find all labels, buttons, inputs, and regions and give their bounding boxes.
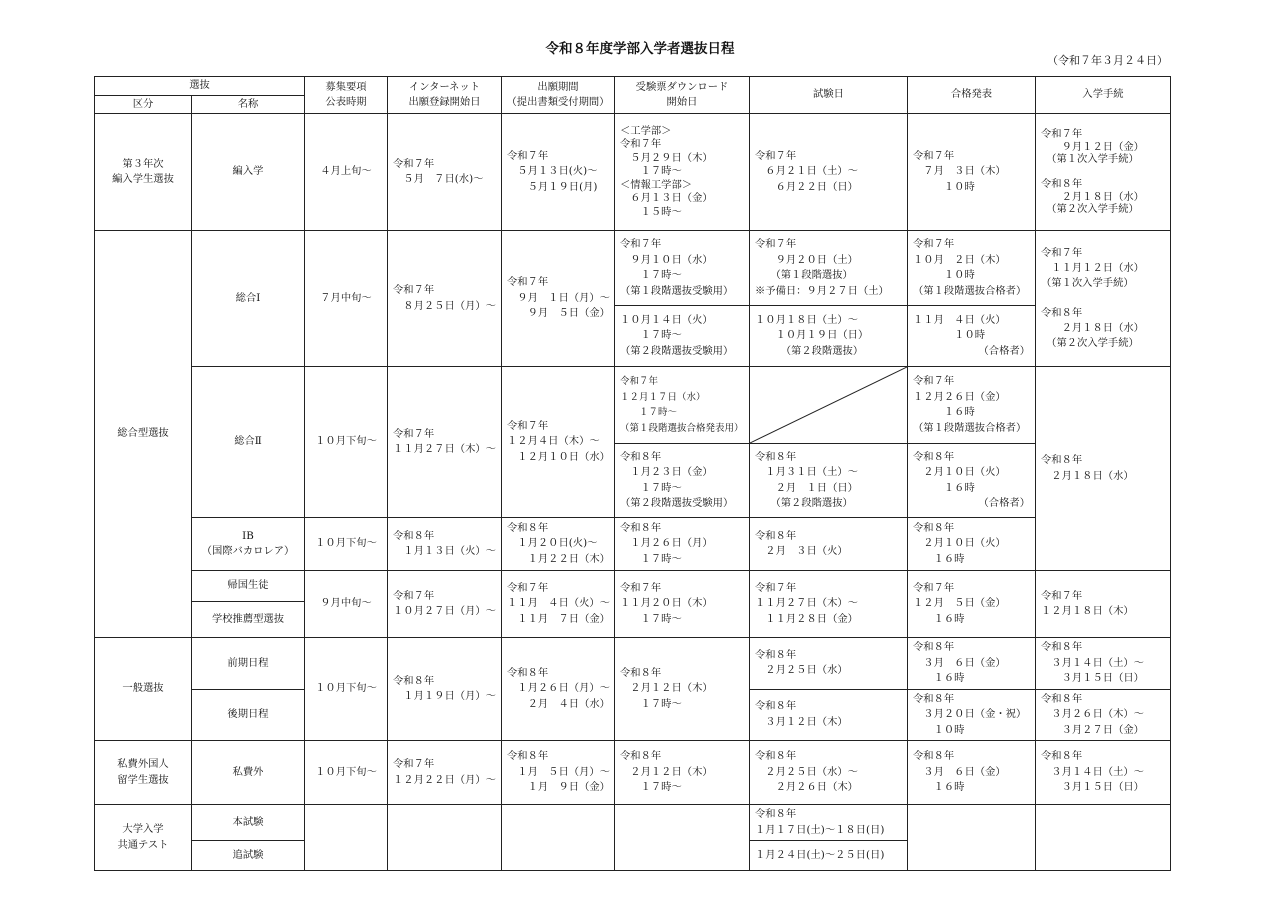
shiken-sogo1-b: １０月１８日（土）～ １０月１９日（日） （第２段階選抜） bbox=[750, 306, 908, 367]
goukaku-shihi: 令和８年 ３月 ６日（金） １６時 bbox=[908, 741, 1036, 805]
internet-ib: 令和８年 １月１３日（火）～ bbox=[388, 518, 502, 571]
boshu-ippan: １０月下旬～ bbox=[305, 638, 388, 741]
shutsugan-sogo2: 令和７年 １２月４日（木）～ １２月１０日（水） bbox=[502, 367, 615, 518]
internet-suisen: 令和７年 １０月２７日（月）～ bbox=[388, 571, 502, 638]
jukenhyo-hennyu: ＜工学部＞ 令和７年 ５月２９日（木） １７時～ ＜情報工学部＞ ６月１３日（金） １５時～ bbox=[615, 114, 750, 231]
nyugaku-shihi: 令和８年 ３月１４日（土）～ ３月１５日（日） bbox=[1036, 741, 1171, 805]
kubun-hennyu: 第３年次 編入学生選抜 bbox=[95, 114, 192, 231]
jukenhyo-sogo2-a: 令和７年 １２月１７日（水） １７時～ （第１段階選抜合格発表用） bbox=[615, 367, 750, 444]
shutsugan-ippan: 令和８年 １月２６日（月）～ ２月 ４日（水） bbox=[502, 638, 615, 741]
jukenhyo-kyotsu-empty bbox=[615, 805, 750, 871]
goukaku-sogo1-b: １１月 ４日（火） １０時 bbox=[913, 313, 1006, 342]
header-shiken: 試験日 bbox=[750, 77, 908, 114]
nyugaku-zenki: 令和８年 ３月１４日（土）～ ３月１５日（日） bbox=[1036, 638, 1171, 690]
shutsugan-shihi: 令和８年 １月 ５日（月）～ １月 ９日（金） bbox=[502, 741, 615, 805]
boshu-kyotsu-empty bbox=[305, 805, 388, 871]
jukenhyo-ib: 令和８年 １月２６日（月） １７時～ bbox=[615, 518, 750, 571]
kubun-ippan: 一般選抜 bbox=[95, 638, 192, 741]
header-internet: インターネット 出願登録開始日 bbox=[388, 77, 502, 114]
boshu-hennyu: ４月上旬～ bbox=[305, 114, 388, 231]
name-kouki: 後期日程 bbox=[192, 689, 305, 741]
internet-kyotsu-empty bbox=[388, 805, 502, 871]
goukaku-kyotsu-empty bbox=[908, 805, 1036, 871]
nyugaku-sogo1: 令和７年 １１月１２日（水） （第１次入学手続） 令和８年 ２月１８日（水） （第２次入学手続） bbox=[1036, 231, 1171, 367]
goukaku-zenki: 令和８年 ３月 ６日（金） １６時 bbox=[908, 638, 1036, 690]
shiken-tsuishiken: １月２４日(土)～２５日(日) bbox=[750, 841, 908, 871]
internet-shihi: 令和７年 １２月２２日（月）～ bbox=[388, 741, 502, 805]
goukaku-hennyu: 令和７年 ７月 ３日（木） １０時 bbox=[908, 114, 1036, 231]
shiken-ib: 令和８年 ２月 ３日（火） bbox=[750, 518, 908, 571]
shiken-suisen: 令和７年 １１月２７日（木）～ １１月２８日（金） bbox=[750, 571, 908, 638]
header-senbatsu: 選抜 bbox=[95, 77, 305, 96]
shutsugan-hennyu: 令和７年 ５月１３日(火)～ ５月１９日(月) bbox=[502, 114, 615, 231]
internet-sogo1: 令和７年 ８月２５日（月）～ bbox=[388, 231, 502, 367]
shiken-shihi: 令和８年 ２月２５日（水）～ ２月２６日（木） bbox=[750, 741, 908, 805]
name-zenki: 前期日程 bbox=[192, 638, 305, 690]
nyugaku-hennyu: 令和７年 ９月１２日（金） （第１次入学手続） 令和８年 ２月１８日（水） （第２次入学手続） bbox=[1036, 114, 1171, 231]
name-hennyu: 編入学 bbox=[192, 114, 305, 231]
shutsugan-suisen: 令和７年 １１月 ４日（火）～ １１月 ７日（金） bbox=[502, 571, 615, 638]
goukaku-ib: 令和８年 ２月１０日（火） １６時 bbox=[908, 518, 1036, 571]
boshu-shihi: １０月下旬～ bbox=[305, 741, 388, 805]
name-kikoku: 帰国生徒 bbox=[192, 571, 305, 602]
shutsugan-kyotsu-empty bbox=[502, 805, 615, 871]
goukaku-sogo2-b-cell bbox=[908, 444, 1036, 518]
goukaku-sogo1-b-cell bbox=[908, 306, 1036, 367]
shiken-zenki: 令和８年 ２月２５日（水） bbox=[750, 638, 908, 690]
jukenhyo-shihi: 令和８年 ２月１２日（木） １７時～ bbox=[615, 741, 750, 805]
header-nyugaku: 入学手続 bbox=[1036, 77, 1171, 114]
header-jukenhyo: 受験票ダウンロード 開始日 bbox=[615, 77, 750, 114]
goukaku-sogo2-b-label: （合格者） bbox=[978, 497, 1030, 509]
shiken-sogo1-a: 令和７年 ９月２０日（土） （第１段階選抜） ※予備日：９月２７日（土） bbox=[750, 231, 908, 306]
publication-date: （令和７年３月２４日） bbox=[1047, 54, 1168, 67]
page-title: 令和８年度学部入学者選抜日程 bbox=[545, 41, 735, 57]
jukenhyo-suisen: 令和７年 １１月２０日（木） １７時～ bbox=[615, 571, 750, 638]
nyugaku-kouki: 令和８年 ３月２６日（木）～ ３月２７日（金） bbox=[1036, 689, 1171, 741]
diagonal-line bbox=[750, 367, 907, 443]
shiken-sogo2-b: 令和８年 １月３１日（土）～ ２月 １日（日） （第２段階選抜） bbox=[750, 444, 908, 518]
shiken-honshiken: 令和８年 １月１７日(土)～１８日(日) bbox=[750, 805, 908, 841]
kubun-sogo: 総合型選抜 bbox=[95, 231, 192, 638]
jukenhyo-ippan: 令和８年 ２月１２日（木） １７時～ bbox=[615, 638, 750, 741]
goukaku-suisen: 令和７年 １２月 ５日（金） １６時 bbox=[908, 571, 1036, 638]
nyugaku-suisen: 令和７年 １２月１８日（木） bbox=[1036, 571, 1171, 638]
name-shihi: 私費外 bbox=[192, 741, 305, 805]
schedule-table bbox=[94, 76, 1171, 871]
header-shutsugan: 出願期間 （提出書類受付期間） bbox=[502, 77, 615, 114]
jukenhyo-sogo1-a: 令和７年 ９月１０日（水） １７時～ （第１段階選抜受験用） bbox=[615, 231, 750, 306]
header-meisho: 名称 bbox=[192, 95, 305, 114]
goukaku-sogo2-a: 令和７年 １２月２６日（金） １６時 （第１段階選抜合格者） bbox=[908, 367, 1036, 444]
internet-hennyu: 令和７年 ５月 ７日(水)～ bbox=[388, 114, 502, 231]
shutsugan-ib: 令和８年 １月２０日(火)～ １月２２日（木） bbox=[502, 518, 615, 571]
internet-sogo2: 令和７年 １１月２７日（木）～ bbox=[388, 367, 502, 518]
name-tsuishiken: 追試験 bbox=[192, 841, 305, 871]
nyugaku-sogo2: 令和８年 ２月１８日（水） bbox=[1036, 367, 1171, 571]
shiken-kouki: 令和８年 ３月１２日（木） bbox=[750, 689, 908, 741]
jukenhyo-sogo1-b: １０月１４日（火） １７時～ （第２段階選抜受験用） bbox=[615, 306, 750, 367]
name-sogo1: 総合Ⅰ bbox=[192, 231, 305, 367]
kubun-kyotsu: 大学入学 共通テスト bbox=[95, 805, 192, 871]
name-sogo2: 総合Ⅱ bbox=[192, 367, 305, 518]
kubun-suisen: 学校推薦型選抜 bbox=[192, 602, 305, 638]
header-goukaku: 合格発表 bbox=[908, 77, 1036, 114]
goukaku-sogo1-a: 令和７年 １０月 ２日（木） １０時 （第１段階選抜合格者） bbox=[908, 231, 1036, 306]
header-kubun: 区分 bbox=[95, 95, 192, 114]
goukaku-kouki: 令和８年 ３月２０日（金・祝） １０時 bbox=[908, 689, 1036, 741]
shutsugan-sogo1: 令和７年 ９月 １日（月）～ ９月 ５日（金） bbox=[502, 231, 615, 367]
name-ib: IB （国際バカロレア） bbox=[192, 518, 305, 571]
boshu-sogo2: １０月下旬～ bbox=[305, 367, 388, 518]
goukaku-sogo1-b-label: （合格者） bbox=[978, 344, 1030, 357]
boshu-sogo1: ７月中旬～ bbox=[305, 231, 388, 367]
goukaku-sogo2-b: 令和８年 ２月１０日（火） １６時 bbox=[913, 450, 1006, 494]
boshu-ib: １０月下旬～ bbox=[305, 518, 388, 571]
nyugaku-kyotsu-empty bbox=[1036, 805, 1171, 871]
boshu-suisen: ９月中旬～ bbox=[305, 571, 388, 638]
shiken-hennyu: 令和７年 ６月２１日（土）～ ６月２２日（日） bbox=[750, 114, 908, 231]
name-honshiken: 本試験 bbox=[192, 805, 305, 841]
internet-ippan: 令和８年 １月１９日（月）～ bbox=[388, 638, 502, 741]
jukenhyo-sogo2-b: 令和８年 １月２３日（金） １７時～ （第２段階選抜受験用） bbox=[615, 444, 750, 518]
kubun-shihi: 私費外国人 留学生選抜 bbox=[95, 741, 192, 805]
header-boshu: 募集要項 公表時期 bbox=[305, 77, 388, 114]
shiken-sogo2-a-empty bbox=[750, 367, 908, 444]
